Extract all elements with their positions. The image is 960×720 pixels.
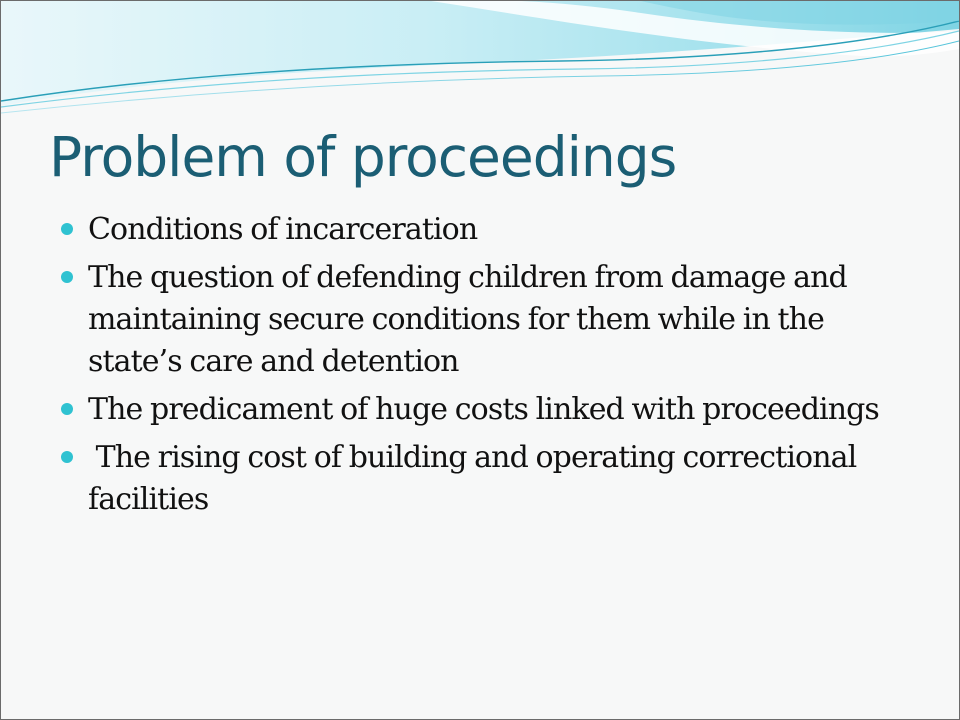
list-item bbox=[61, 209, 911, 251]
bullet-dot-icon bbox=[61, 271, 73, 283]
bullet-text: The rising cost of building and operating correctional facilities bbox=[88, 440, 864, 517]
list-item bbox=[61, 257, 911, 383]
bullet-dot-icon bbox=[61, 451, 73, 463]
bullet-dot-icon bbox=[61, 403, 73, 415]
list-item bbox=[61, 437, 911, 521]
list-item bbox=[61, 389, 911, 431]
bullet-list bbox=[61, 209, 911, 527]
bullet-text: The question of defending children from damage and maintaining secure conditions for them while in the state’s care and detention bbox=[88, 260, 855, 379]
bullet-text: Conditions of incarceration bbox=[88, 212, 478, 247]
header-wave-decoration bbox=[1, 1, 959, 131]
slide-title: Problem of proceedings bbox=[49, 125, 677, 189]
bullet-text: The predicament of huge costs linked with proceedings bbox=[88, 392, 879, 427]
bullet-dot-icon bbox=[61, 223, 73, 235]
